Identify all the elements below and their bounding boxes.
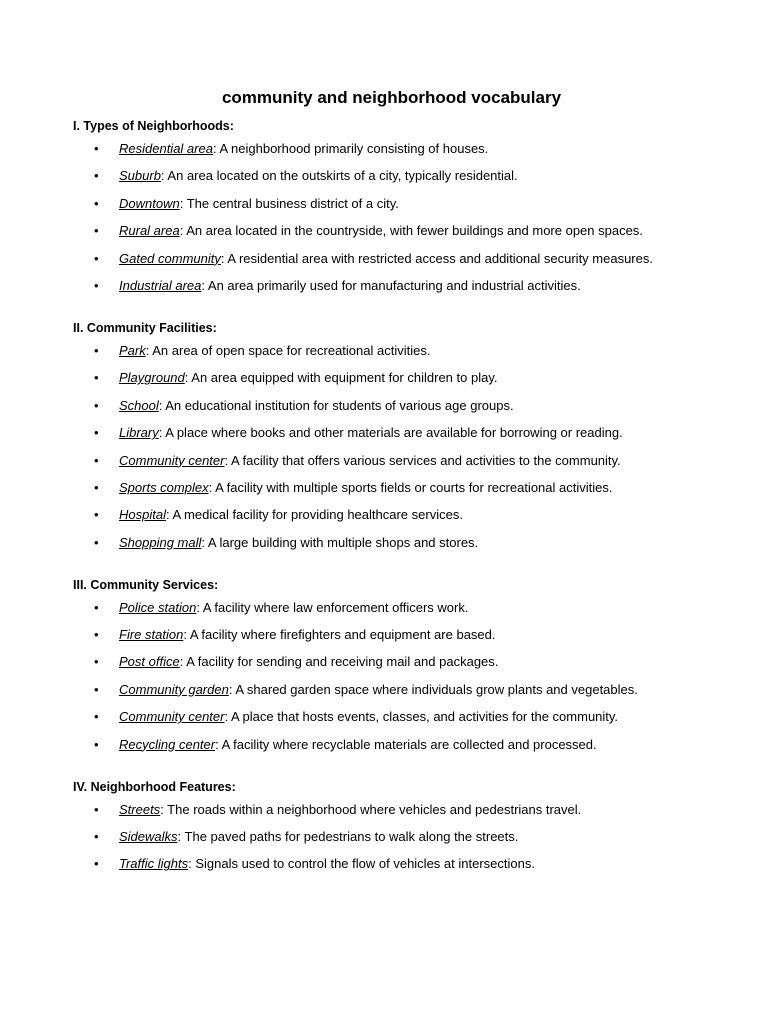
term: Fire station — [119, 627, 184, 643]
section-types-of-neighborhoods — [73, 118, 708, 294]
definition: : An area equipped with equipment for children to play. — [184, 370, 498, 386]
term: Community center — [119, 709, 225, 725]
term: Residential area — [119, 141, 213, 156]
term: Sports complex — [119, 479, 209, 495]
list-item — [73, 479, 708, 496]
bullet-icon: • — [94, 534, 99, 550]
list-item — [73, 250, 708, 267]
list-item — [73, 222, 708, 239]
bullet-icon: • — [94, 856, 99, 872]
list-item — [73, 277, 708, 294]
term: Library — [119, 425, 159, 441]
definition: : An educational institution for students of various age groups. — [158, 397, 514, 413]
term: Playground — [119, 370, 185, 386]
bullet-icon: • — [94, 277, 99, 293]
list-item — [73, 506, 708, 523]
term: Recycling center — [119, 736, 216, 752]
bullet-icon: • — [94, 599, 99, 615]
bullet-icon: • — [94, 736, 99, 752]
term-list — [73, 140, 708, 294]
definition: : A facility for sending and receiving mail and packages. — [179, 654, 499, 670]
bullet-icon: • — [94, 250, 99, 266]
term: Traffic lights — [119, 856, 189, 872]
definition: : A medical facility for providing healthcare services. — [165, 507, 463, 523]
bullet-icon: • — [94, 397, 99, 413]
term-list — [73, 342, 708, 551]
document-title: community and neighborhood vocabulary — [221, 88, 562, 107]
list-item — [73, 736, 708, 753]
bullet-icon: • — [94, 627, 99, 643]
definition: : A place where books and other materials are available for borrowing or reading. — [158, 425, 623, 441]
term: Police station — [119, 599, 197, 615]
term: Hospital — [119, 507, 166, 523]
list-item — [73, 397, 708, 414]
term: Downtown — [119, 195, 180, 211]
list-item — [73, 653, 708, 670]
term-list — [73, 599, 708, 753]
list-item — [73, 167, 708, 184]
bullet-icon: • — [94, 507, 99, 523]
definition: : A facility where recyclable materials are collected and processed. — [215, 736, 597, 752]
definition: : A facility where law enforcement officers work. — [196, 599, 469, 615]
term-list — [73, 801, 708, 873]
term: Community center — [119, 452, 225, 468]
bullet-icon: • — [94, 654, 99, 670]
definition: : A neighborhood primarily consisting of houses. — [212, 141, 489, 156]
bullet-icon: • — [94, 681, 99, 697]
section-heading: I. Types of Neighborhoods: — [73, 119, 234, 133]
definition: : Signals used to control the flow of vehicles at intersections. — [188, 856, 535, 872]
definition: : A large building with multiple shops and stores. — [201, 534, 479, 550]
definition: : An area primarily used for manufacturing and industrial activities. — [201, 277, 581, 293]
list-item — [73, 424, 708, 441]
list-item — [73, 626, 708, 643]
term: Suburb — [119, 168, 161, 184]
list-item — [73, 195, 708, 212]
section-heading: III. Community Services: — [73, 577, 219, 592]
definition: : A residential area with restricted access and additional security measures. — [220, 250, 653, 266]
bullet-icon: • — [94, 425, 99, 441]
definition: : A shared garden space where individuals grow plants and vegetables. — [228, 681, 638, 697]
bullet-icon: • — [94, 141, 99, 156]
bullet-icon: • — [94, 709, 99, 725]
bullet-icon: • — [94, 452, 99, 468]
term: Streets — [119, 801, 161, 817]
term: Community garden — [119, 681, 229, 697]
list-item — [73, 828, 708, 845]
term: Sidewalks — [119, 829, 178, 845]
section-community-facilities — [73, 320, 708, 551]
definition: : A facility with multiple sports fields or courts for recreational activities. — [208, 479, 613, 495]
term: Park — [119, 342, 146, 358]
definition: : A facility that offers various services and activities to the community. — [224, 452, 621, 468]
term: Gated community — [119, 250, 221, 266]
bullet-icon: • — [94, 479, 99, 495]
list-item — [73, 681, 708, 698]
list-item — [73, 452, 708, 469]
list-item — [73, 801, 708, 818]
term: Industrial area — [119, 277, 202, 293]
definition: : An area of open space for recreational activities. — [145, 342, 431, 358]
term: School — [119, 397, 159, 413]
bullet-icon: • — [94, 370, 99, 386]
list-item — [73, 708, 708, 725]
list-item — [73, 534, 708, 551]
bullet-icon: • — [94, 829, 99, 845]
section-heading: IV. Neighborhood Features: — [73, 779, 236, 794]
term: Rural area — [119, 223, 180, 239]
definition: : A place that hosts events, classes, and activities for the community. — [224, 709, 619, 725]
bullet-icon: • — [94, 801, 99, 817]
definition: : The paved paths for pedestrians to walk along the streets. — [177, 829, 519, 845]
definition: : A facility where firefighters and equipment are based. — [183, 627, 496, 643]
term: Post office — [119, 654, 180, 670]
list-item — [73, 342, 708, 359]
section-neighborhood-features — [73, 779, 708, 873]
bullet-icon: • — [94, 195, 99, 211]
section-heading: II. Community Facilities: — [73, 320, 217, 335]
bullet-icon: • — [94, 168, 99, 184]
bullet-icon: • — [94, 223, 99, 239]
list-item — [73, 140, 708, 157]
definition: : An area located in the countryside, with fewer buildings and more open spaces. — [179, 223, 643, 239]
list-item — [73, 855, 708, 872]
list-item — [73, 599, 708, 616]
definition: : The roads within a neighborhood where vehicles and pedestrians travel. — [160, 801, 582, 817]
section-community-services — [73, 577, 708, 753]
bullet-icon: • — [94, 342, 99, 358]
term: Shopping mall — [119, 534, 202, 550]
definition: : The central business district of a city. — [179, 195, 399, 211]
list-item — [73, 369, 708, 386]
definition: : An area located on the outskirts of a city, typically residential. — [160, 168, 518, 184]
